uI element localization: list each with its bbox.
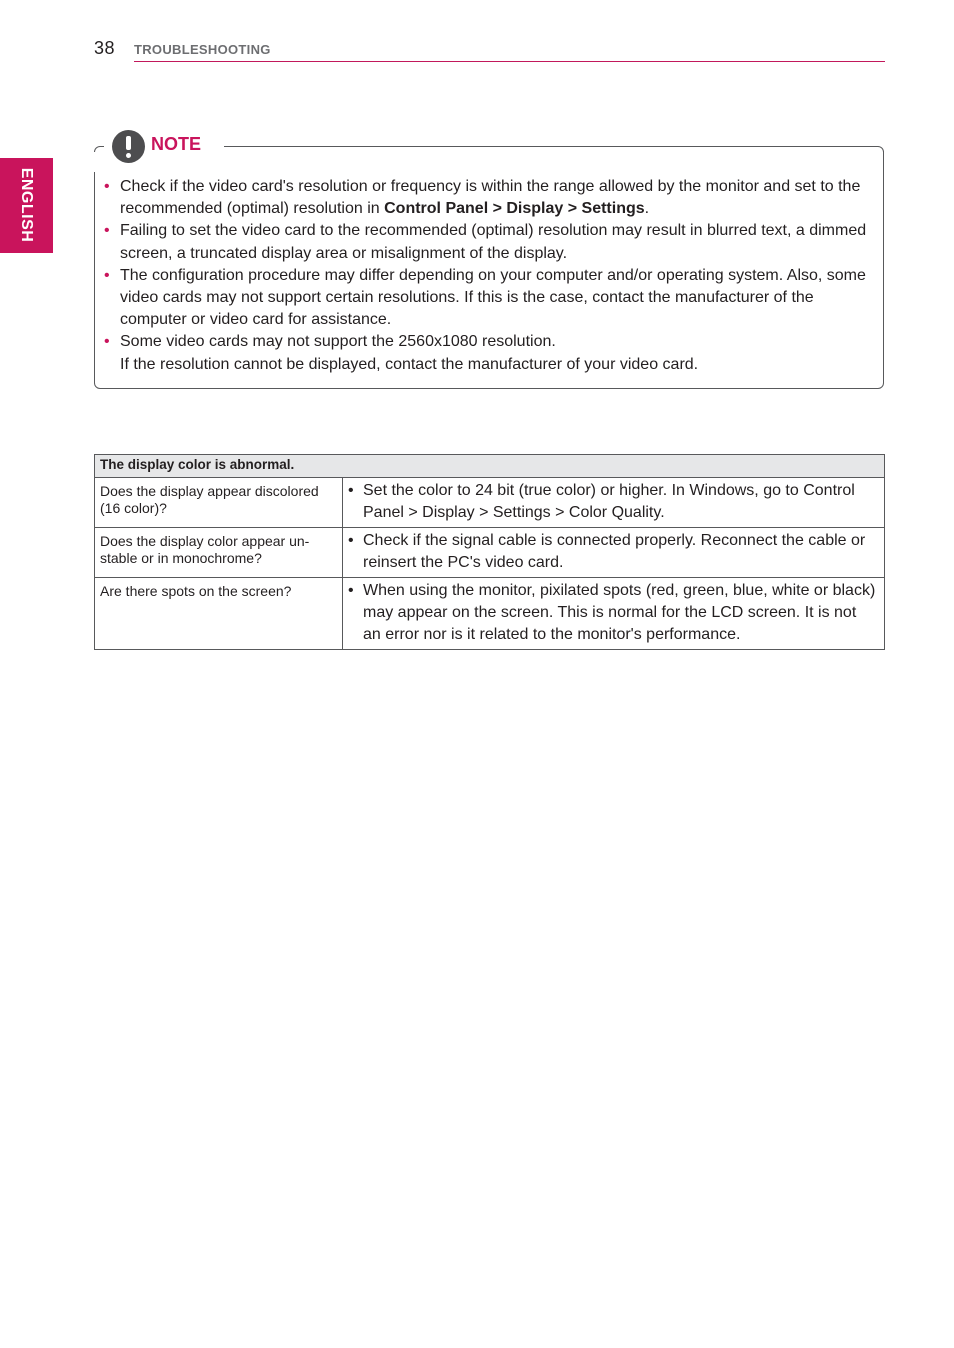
answer-item [348, 530, 876, 574]
answer-cell [343, 528, 885, 578]
bullet-icon: • [104, 333, 110, 351]
answer-text: Set the color to 24 bit (true color) or higher. In Windows, go to Control Panel > Display > Settings > Color Quality. [363, 482, 855, 522]
note-item [104, 265, 874, 332]
note-item-text: The configuration procedure may differ depending on your computer and/or operating system. Also, some video cards may not support certain resolutions. If this is the case, contact the manufacturer of the computer or video card for assistance. [120, 266, 866, 329]
note-item-second-line: If the resolution cannot be displayed, contact the manufacturer of your video card. [120, 355, 699, 373]
table-row [95, 478, 885, 528]
answer-item [348, 580, 876, 647]
bullet-icon: • [104, 266, 110, 284]
question-cell: Does the display color appear un-stable or in monochrome? [95, 528, 343, 578]
bullet-icon: • [104, 222, 110, 240]
answer-text: When using the monitor, pixilated spots (red, green, blue, white or black) may appear on the screen. This is normal for the LCD screen. It is not an error nor is it related to the monitor's performance. [363, 582, 876, 644]
note-item-text: Failing to set the video card to the recommended (optimal) resolution may result in blurred text, a dimmed screen, a truncated display area or misalignment of the display. [120, 222, 867, 262]
bullet-icon: • [348, 482, 354, 499]
header-rule [134, 61, 885, 62]
question-cell: Are there spots on the screen? [95, 578, 343, 650]
troubleshooting-table [94, 454, 885, 650]
note-item-text-after: . [644, 200, 650, 218]
section-title: TROUBLESHOOTING [134, 42, 271, 57]
exclamation-icon-dot [126, 153, 131, 158]
language-tab-label: ENGLISH [18, 167, 35, 243]
note-label: NOTE [151, 134, 202, 154]
note-item-text: Some video cards may not support the 2560x1080 resolution. [120, 333, 556, 351]
answer-cell [343, 578, 885, 650]
note-item-text: Check if the video card's resolution or frequency is within the range allowed by the monitor and set to the recommended (optimal) resolution in [120, 178, 861, 218]
note-box-gap-left [88, 152, 102, 172]
answer-item [348, 480, 876, 524]
answer-text: Check if the signal cable is connected properly. Reconnect the cable or reinsert the PC's video card. [363, 532, 866, 572]
page-number: 38 [94, 38, 116, 58]
exclamation-icon [112, 130, 145, 163]
bullet-icon: • [104, 178, 110, 195]
bullet-icon: • [348, 582, 354, 599]
note-item [104, 176, 874, 220]
table-row [95, 578, 885, 650]
note-item [104, 220, 874, 264]
exclamation-icon-bar [126, 136, 131, 150]
question-cell: Does the display appear discolored (16 color)? [95, 478, 343, 528]
answer-cell [343, 478, 885, 528]
note-list [104, 176, 874, 376]
note-item [104, 331, 874, 375]
language-tab [0, 158, 53, 253]
bullet-icon: • [348, 532, 354, 549]
table-heading: The display color is abnormal. [95, 455, 885, 478]
note-item-bold: Control Panel > Display > Settings [384, 200, 645, 218]
table-row [95, 528, 885, 578]
table-heading-row [95, 455, 885, 478]
